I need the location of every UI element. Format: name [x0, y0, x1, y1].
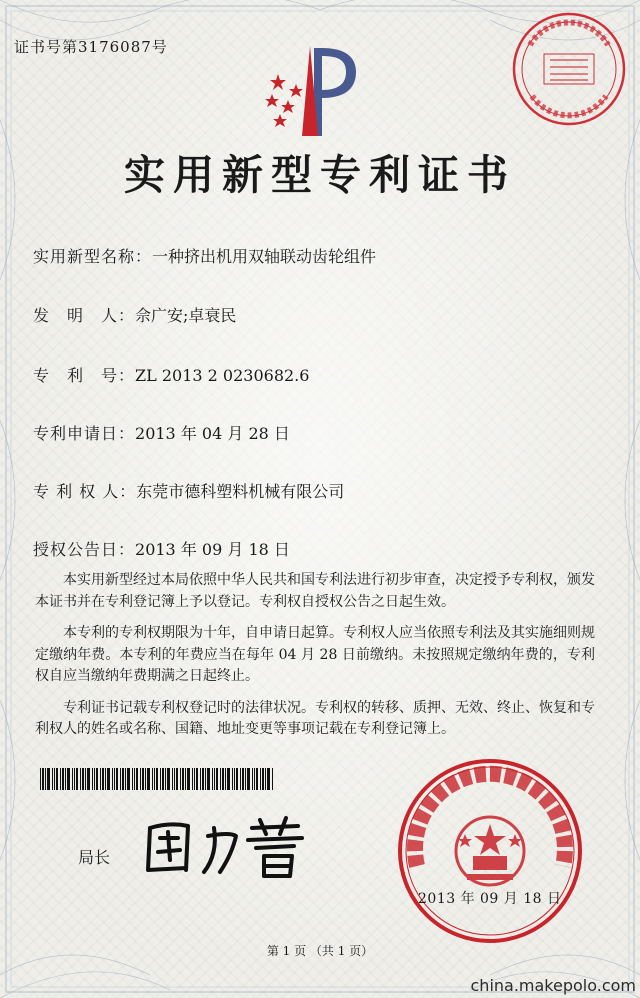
barcode-bar — [236, 768, 238, 790]
barcode-bar — [60, 768, 61, 790]
barcode-bar — [62, 768, 64, 790]
barcode-bar — [180, 768, 181, 790]
barcode-bar — [52, 768, 53, 790]
barcode-bar — [87, 768, 90, 790]
barcode-bar — [85, 768, 86, 790]
field-label: 专 利 权 人： — [33, 482, 137, 501]
barcode-bar — [220, 768, 221, 790]
barcode-bar — [132, 768, 133, 790]
field-announcement-date — [33, 537, 290, 560]
barcode-bar — [194, 768, 195, 790]
barcode-bar — [74, 768, 75, 790]
barcode-bar — [212, 768, 213, 790]
tax-stamp-seal — [510, 10, 628, 128]
barcode-bar — [252, 768, 253, 790]
barcode-bar — [105, 768, 106, 790]
barcode-bar — [107, 768, 110, 790]
field-label: 实用新型名称： — [33, 247, 153, 266]
barcode-bar — [92, 768, 93, 790]
barcode-bar — [214, 768, 215, 790]
barcode-bar — [147, 768, 150, 790]
barcode-bar — [227, 768, 230, 790]
barcode-bar — [102, 768, 104, 790]
barcode-bar — [272, 768, 273, 790]
barcode-bar — [196, 768, 198, 790]
field-value: 2013 年 09 月 18 日 — [135, 540, 290, 559]
barcode-bar — [260, 768, 261, 790]
barcode-bar — [165, 768, 166, 790]
barcode-bar — [254, 768, 255, 790]
barcode-bar — [136, 768, 138, 790]
barcode-bar — [56, 768, 58, 790]
certificate-title: 实用新型专利证书 — [124, 151, 516, 199]
field-patent-holder — [33, 479, 344, 502]
barcode-bar — [76, 768, 78, 790]
barcode-bar — [222, 768, 224, 790]
barcode-bar — [267, 768, 270, 790]
certificate-body — [35, 570, 595, 751]
field-inventor — [33, 303, 236, 326]
paragraph: 本实用新型经过本局依照中华人民共和国专利法进行初步审查，决定授予专利权，颁发本证书并在专利登记簿上予以登记。专利权自授权公告之日起生效。 — [35, 572, 595, 610]
barcode-bar — [125, 768, 126, 790]
barcode-bar — [234, 768, 235, 790]
paragraph: 专利证书记载专利权登记时的法律状况。专利权的转移、质押、无效、终止、恢复和专利权人的姓名或名称、国籍、地址变更等事项记载在专利登记簿上。 — [35, 699, 595, 737]
barcode-bar — [96, 768, 98, 790]
barcode-bar — [112, 768, 113, 790]
barcode-bar — [80, 768, 81, 790]
certificate-number: 证书号第3176087号 — [14, 38, 168, 56]
page-number: 第 1 页 （共 1 页） — [266, 944, 374, 958]
field-value: ZL 2013 2 0230682.6 — [135, 366, 310, 385]
barcode-bar — [67, 768, 70, 790]
barcode-bar — [134, 768, 135, 790]
seal-date: 2013 年 09 月 18 日 — [418, 891, 562, 907]
barcode-bar — [40, 768, 41, 790]
barcode-bar — [182, 768, 184, 790]
barcode-bar — [54, 768, 55, 790]
barcode-bar — [42, 768, 44, 790]
barcode-bar — [45, 768, 46, 790]
barcode-bar — [47, 768, 50, 790]
barcode — [40, 768, 273, 790]
barcode-bar — [156, 768, 158, 790]
barcode-bar — [160, 768, 161, 790]
director-label: 局长 — [78, 848, 111, 867]
source-watermark: china.makepolo.com — [470, 976, 636, 995]
barcode-bar — [174, 768, 175, 790]
barcode-bar — [172, 768, 173, 790]
barcode-bar — [216, 768, 218, 790]
field-utility-model-name — [33, 244, 376, 267]
field-label: 发 明 人： — [33, 306, 136, 325]
barcode-bar — [127, 768, 130, 790]
barcode-bar — [247, 768, 250, 790]
barcode-bar — [167, 768, 170, 790]
barcode-bar — [207, 768, 210, 790]
field-value: 东莞市德科塑料机械有限公司 — [136, 482, 345, 501]
field-value: 一种挤出机用双轴联动齿轮组件 — [152, 247, 377, 266]
barcode-bar — [245, 768, 246, 790]
field-filing-date — [33, 421, 290, 444]
barcode-bar — [192, 768, 193, 790]
field-value: 佘广安;卓衰民 — [135, 306, 237, 325]
field-label: 专利申请日： — [33, 424, 136, 443]
barcode-bar — [140, 768, 141, 790]
barcode-bar — [176, 768, 178, 790]
barcode-bar — [265, 768, 266, 790]
barcode-bar — [114, 768, 115, 790]
field-label: 授权公告日： — [33, 540, 136, 559]
barcode-bar — [100, 768, 101, 790]
barcode-bar — [65, 768, 66, 790]
barcode-bar — [120, 768, 121, 790]
barcode-bar — [154, 768, 155, 790]
barcode-bar — [72, 768, 73, 790]
barcode-bar — [116, 768, 118, 790]
barcode-bar — [232, 768, 233, 790]
patent-office-logo — [260, 44, 360, 140]
barcode-bar — [225, 768, 226, 790]
barcode-bar — [205, 768, 206, 790]
barcode-bar — [202, 768, 204, 790]
field-label: 专 利 号： — [33, 366, 136, 385]
barcode-bar — [145, 768, 146, 790]
barcode-bar — [162, 768, 164, 790]
barcode-bar — [152, 768, 153, 790]
field-patent-number — [33, 363, 309, 386]
barcode-bar — [200, 768, 201, 790]
barcode-bar — [240, 768, 241, 790]
barcode-bar — [242, 768, 244, 790]
paragraph: 本专利的专利权期限为十年，自申请日起算。专利权人应当依照专利法及其实施细则规定缴纳年费。本专利的年费应当在每年 04 月 28 日前缴纳。未按照规定缴纳年费的，专利权自应当缴纳年费期满之日起终止。 — [35, 625, 595, 684]
barcode-bar — [262, 768, 264, 790]
barcode-bar — [187, 768, 190, 790]
barcode-bar — [94, 768, 95, 790]
barcode-bar — [256, 768, 258, 790]
national-ip-office-seal — [395, 756, 585, 946]
director-signature — [140, 814, 312, 880]
barcode-bar — [185, 768, 186, 790]
field-value: 2013 年 04 月 28 日 — [135, 424, 290, 443]
barcode-bar — [122, 768, 124, 790]
barcode-bar — [82, 768, 84, 790]
barcode-bar — [142, 768, 144, 790]
